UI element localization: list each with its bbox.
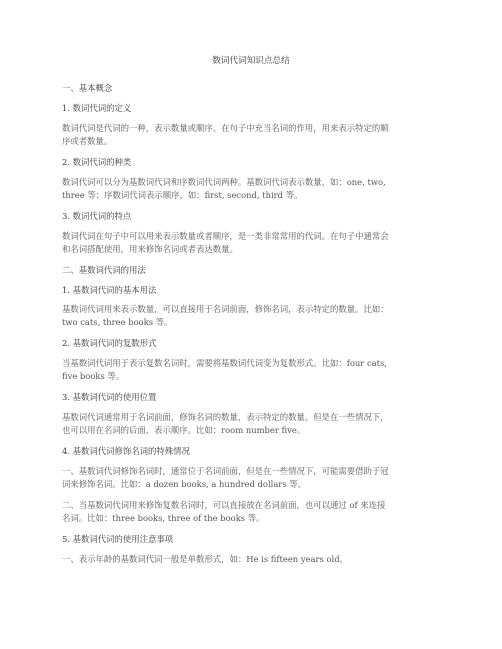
paragraph-line: 一、基数词代词修饰名词时，通常位于名词前面，但是在一些情况下，可能需要借助于冠 xyxy=(62,466,389,476)
paragraph-definition xyxy=(62,122,444,149)
paragraph-line: 数词代词是代词的一种，表示数量或顺序。在句子中充当名词的作用，用来表示特定的顺 xyxy=(62,123,389,133)
subheading-plural-form: 2. 基数词代词的复数形式 xyxy=(62,338,157,348)
section-heading-basic-concepts: 一、基本概念 xyxy=(62,83,113,93)
paragraph-line: 基数词代词用来表示数量，可以直接用于名词前面，修饰名词，表示特定的数量。比如： xyxy=(62,304,389,314)
paragraph-line: 词来修饰名词。比如：a dozen books, a hundred dollars 等。 xyxy=(62,479,307,490)
paragraph-basic-usage xyxy=(62,303,444,330)
subheading-position: 3. 基数词代词的使用位置 xyxy=(62,392,157,402)
paragraph-line: 也可以用在名词的后面，表示顺序。比如：room number five。 xyxy=(62,425,306,436)
paragraph-line: 数词代词在句子中可以用来表示数量或者顺序，是一类非常常用的代词。在句子中通常会 xyxy=(62,231,389,241)
paragraph-plural-form xyxy=(62,357,444,384)
paragraph-line: 基数词代词通常用于名词前面，修饰名词的数量，表示特定的数量。但是在一些情况下， xyxy=(62,412,389,422)
subheading-types: 2. 数词代词的种类 xyxy=(62,157,132,167)
subheading-basic-usage: 1. 基数词代词的基本用法 xyxy=(62,285,157,295)
paragraph-line: 二、当基数词代词用来修饰复数名词时，可以直接放在名词前面，也可以通过 of 来连接 xyxy=(62,500,386,510)
paragraph-line: 名词。比如：three books, three of the books 等。 xyxy=(62,513,265,524)
paragraph-line: three 等；序数词代词表示顺序，如：first, second, third 等。 xyxy=(62,190,303,201)
subheading-notes: 5. 基数词代词的使用注意事项 xyxy=(62,534,174,544)
paragraph-notes xyxy=(62,553,444,566)
subheading-definition: 1. 数词代词的定义 xyxy=(62,103,132,113)
subheading-features: 3. 数词代词的特点 xyxy=(62,211,132,221)
document-title: 数词代词知识点总结 xyxy=(212,56,290,66)
paragraph-line: 当基数词代词用于表示复数名词时，需要将基数词代词变为复数形式。比如：four cats, xyxy=(62,358,387,368)
paragraph-position xyxy=(62,411,444,438)
paragraph-line: five books 等。 xyxy=(62,371,125,382)
section-heading-cardinal-usage: 二、基数词代词的用法 xyxy=(62,265,146,275)
paragraph-line: two cats, three books 等。 xyxy=(62,317,173,328)
paragraph-types xyxy=(62,176,444,203)
paragraph-line: 序或者数量。 xyxy=(62,136,113,147)
paragraph-special-case-two xyxy=(62,499,444,526)
subheading-special-cases: 4. 基数词代词修饰名词的特殊情况 xyxy=(62,446,190,456)
paragraph-special-case-one xyxy=(62,465,444,492)
paragraph-line: 和名词搭配使用，用来修饰名词或者表达数量。 xyxy=(62,244,238,255)
paragraph-features xyxy=(62,230,444,257)
paragraph-line: 数词代词可以分为基数词代词和序数词代词两种。基数词代词表示数量，如：one, two, xyxy=(62,177,386,187)
paragraph-line: 一、表示年龄的基数词代词一般是单数形式，如：He is fifteen years old。 xyxy=(62,554,348,564)
